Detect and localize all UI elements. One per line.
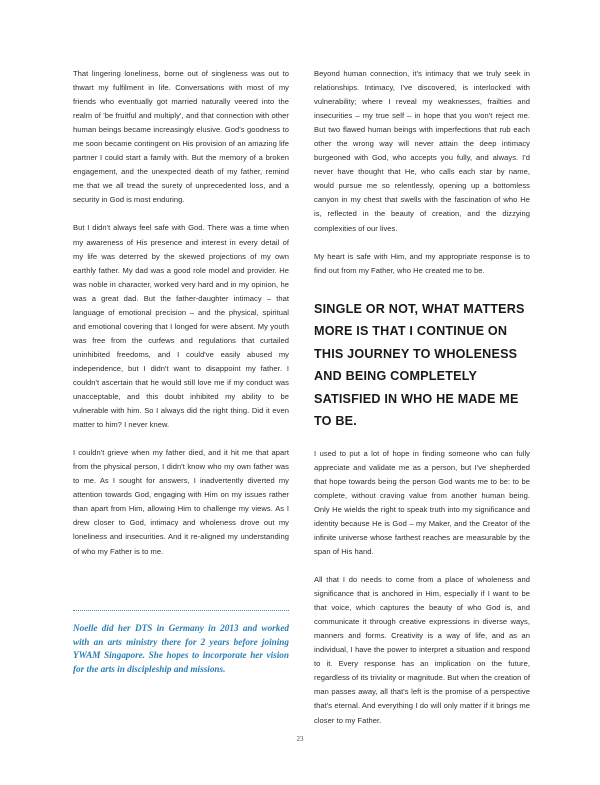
body-paragraph: That lingering loneliness, borne out of singleness was out to thwart my fulfilment in life. Conversations with most of my friends who eventually got married naturally veered into the realm of 'be fruitful and multiply', and that connection with other human beings became increasingly elusive. God's goodness to me soon became contingent on His provision of an amazing life partner I could start a family with. But the memory of a broken engagement, and the unexpected death of my father, remind me that we all tread the surety of unprecedented loss, and a security in God is most enduring.: [73, 69, 289, 205]
pull-quote: SINGLE OR NOT, WHAT MATTERS MORE IS THAT I CONTINUE ON THIS JOURNEY TO WHOLENESS AND BEING COMPLETELY SATISFIED IN WHO HE MADE ME TO BE.: [314, 301, 525, 429]
body-paragraph: But I didn't always feel safe with God. There was a time when my awareness of His presence and interest in every detail of my life was deterred by the skewed projections of my own earthly father. My dad was a good role model and provider. He was noble in character, worked very hard and in my opinion, he was a great dad. But the father-daughter intimacy – that language of emotional precision – and the physical, spiritual and emotional covering that I longed for were absent. My youth was free from the curfews and regulations that curtailed uninhibited freedoms, and I could've easily abused my independence, but I didn't want to disappoint my father. I couldn't ascertain that he would still love me if my conduct was unacceptable, and this doubt inhibited my ability to be vulnerable with him. So I always did the right thing. Did it even matter to him? I never knew.: [73, 223, 289, 430]
page-number: 23: [296, 735, 304, 743]
body-paragraph: My heart is safe with Him, and my appropriate response is to find out from my Father, who He created me to be.: [314, 251, 530, 275]
body-paragraph: I couldn't grieve when my father died, and it hit me that apart from the physical person, I didn't know who my own father was to me. As I sought for answers, I inadvertently diverted my attention towards God, engaging with Him on my issues rather than apart from Him, allowing Him to challenge my views. As I drew closer to God, intimacy and wholeness drove out my loneliness and insecurities. And it re-aligned my understanding of who my Father is to me.: [73, 448, 289, 556]
dotted-divider: [73, 610, 289, 611]
author-bio: Noelle did her DTS in Germany in 2013 and worked with an arts ministry there for 2 years before joining YWAM Singapore. She hopes to incorporate her vision for the arts in discipleship and missions.: [73, 623, 289, 674]
body-paragraph: I used to put a lot of hope in finding someone who can fully appreciate and validate me as a person, but I've shepherded that hope towards being the person God wants me to be: to be complete, without craving value from another human being. Only He wields the right to speak truth into my significance and identity because He is God – my Maker, and the Creator of the infinite universe whose farthest reaches are measurable by the span of His hand.: [314, 448, 530, 556]
body-paragraph: Beyond human connection, it's intimacy that we truly seek in relationships. Intimacy, I've discovered, is interlocked with vulnerability; where I reveal my weaknesses, frailties and insecurities – my true self – in hope that you won't reject me. But two flawed human beings with imperfections that rub each other the wrong way will never attain the deep intimacy burgeoned with God, who accepts you fully, and always. I'd never have thought that He, who calls each star by name, would pursue me so relentlessly, opening up a bottomless canyon in my chest that swells with the fascination of who He is, reflected in the beauty of creation, and the dizzying complexities of our lives.: [314, 69, 530, 233]
left-column: [73, 67, 289, 559]
body-paragraph: All that I do needs to come from a place of wholeness and significance that is anchored in Him, especially if I want to be that voice, which captures the beauty of who God is, and communicate it through creative expressions in diverse ways, manners and forms. Creativity is a way of life, and as an individual, I have the power to interpret a situation and respond to it. Every response has an implication on the future, regardless of its triviality or magnitude. But when the creation of man passes away, all that's left is the promise of a perspective that's eternal. And everything I do will only matter if it brings me closer to my Father.: [314, 575, 530, 725]
right-column: [314, 67, 530, 728]
